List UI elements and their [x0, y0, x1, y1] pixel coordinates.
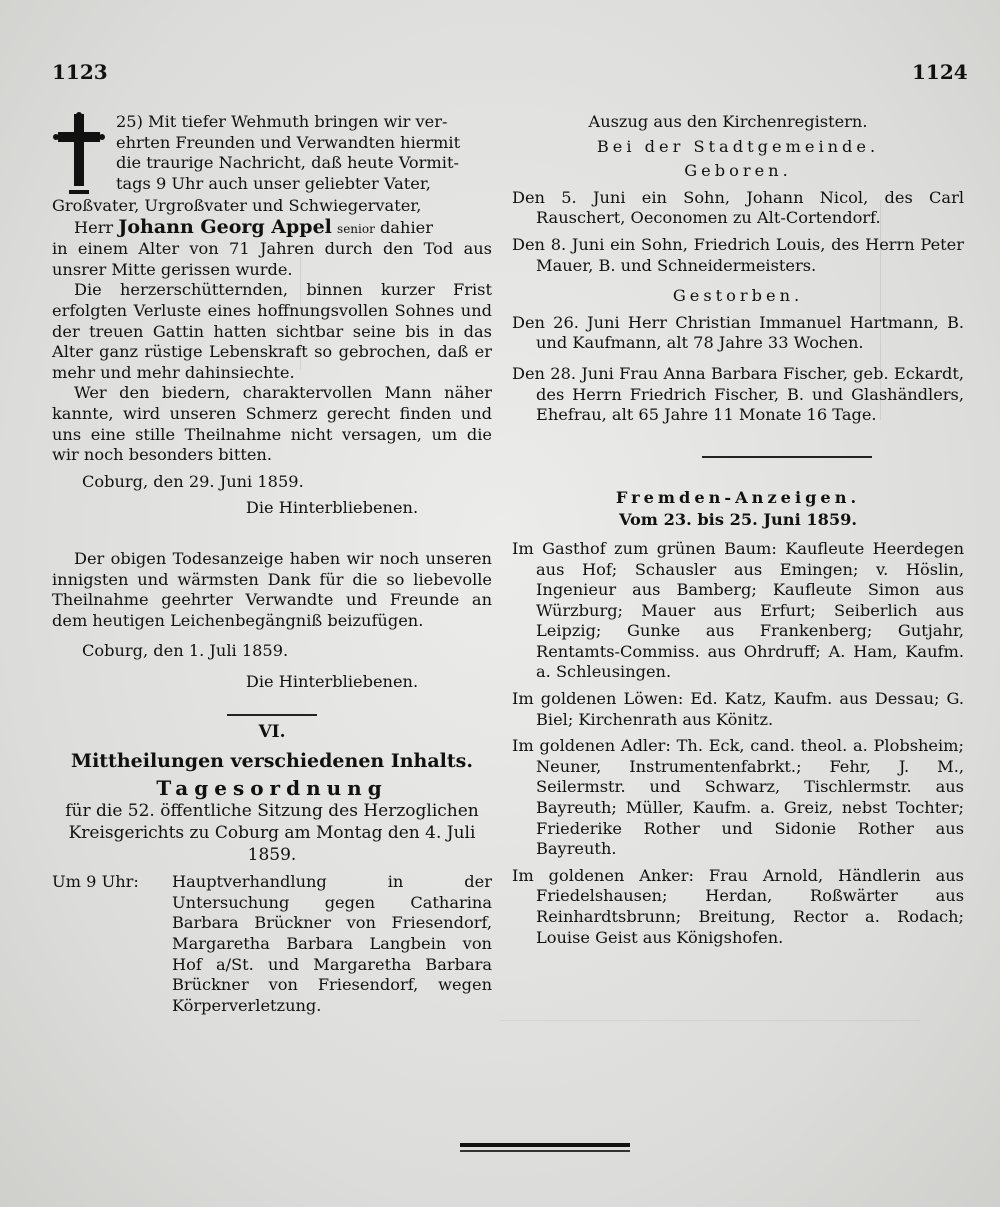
agenda-subtitle: für die 52. öffentliche Sitzung des Herzoglichen Kreisgerichts zu Coburg am Montag den 4. Juli 1859. — [65, 801, 479, 866]
thanks-date: Coburg, den 1. Juli 1859. — [82, 641, 289, 661]
agenda-text: Hauptverhandlung in der Untersuchung gegen Catharina Barbara Brückner von Friesendorf, Margaretha Barbara Langbein von Hof a/St. und Margaretha Barbara Brückner von Friesendorf, wegen Körperverletzung. — [172, 872, 492, 1015]
obituary-line: tags 9 Uhr auch unser geliebter Vater, — [116, 173, 431, 193]
page-number-left: 1123 — [52, 60, 108, 84]
bottom-rule — [460, 1150, 630, 1152]
divider — [702, 456, 872, 458]
deceased-name: Johann Georg Appel — [118, 215, 332, 238]
senior-label: senior — [337, 221, 375, 236]
bottom-rule — [460, 1143, 630, 1147]
agenda-title: Tagesordnung — [156, 775, 388, 800]
obituary-line: 25) Mit tiefer Wehmuth bringen wir ver- — [116, 112, 448, 131]
obituary-name-line — [52, 217, 492, 240]
section-number: VI. — [258, 722, 286, 743]
obituary-signature: Die Hinterbliebenen. — [245, 498, 419, 518]
right-column — [512, 112, 964, 948]
left-column — [52, 112, 492, 1016]
divider — [227, 714, 317, 716]
visitor-entry: Im goldenen Anker: Frau Arnold, Händlerin aus Friedelshausen; Herdan, Roßwärter aus Reinhardtsbrunn; Breitung, Rector a. Rodach; Louise Geist aus Königshofen. — [512, 865, 964, 947]
show-through-texture — [500, 1020, 920, 1141]
obituary-line: ehrten Freunden und Verwandten hiermit — [116, 132, 461, 152]
visitors-heading: Fremden-Anzeigen. — [615, 487, 861, 507]
died-entry: Den 26. Juni Herr Christian Immanuel Hartmann, B. und Kaufmann, alt 78 Jahre 33 Wochen. — [512, 312, 964, 353]
obituary-line: die traurige Nachricht, daß heute Vormit- — [116, 153, 459, 173]
obituary-paragraph: Wer den biedern, charaktervollen Mann näher kannte, wird unseren Schmerz gerecht finden und uns eine stille Theilnahme nicht versagen, um die wir noch besonders bitten. — [52, 383, 492, 465]
obituary-text: in einem Alter von 71 Jahren durch den Tod aus unsrer Mitte gerissen wurde. — [52, 239, 492, 279]
name-suffix: dahier — [380, 217, 433, 237]
page-number-right: 1124 — [912, 60, 968, 84]
section-title: Mittheilungen verschiedenen Inhalts. — [71, 750, 473, 773]
visitor-entry: Im goldenen Adler: Th. Eck, cand. theol. a. Plobsheim; Neuner, Instrumentenfabrkt.; Fehr, J. M., Seilermstr. und Schwarz, Tischlermstr. aus Bayreuth; Müller, Kaufm. a. Greiz, nebst Tochter; Friederike Rother und Sidonie Rother aus Bayreuth. — [512, 736, 964, 859]
born-entry: Den 8. Juni ein Sohn, Friedrich Louis, des Herrn Peter Mauer, B. und Schneidermeisters. — [512, 234, 964, 275]
obituary-paragraph: Die herzerschütternden, binnen kurzer Frist erfolgten Verluste eines hoffnungsvollen Sohnes und der treuen Gattin hatten sichtbar seine bis in das Alter ganz rüstige Lebenskraft so gebrochen, daß er mehr und mehr dahinsiechte. — [52, 280, 492, 382]
cross-icon — [52, 112, 106, 196]
obituary-notice — [52, 112, 492, 519]
thanks-notice — [52, 549, 492, 693]
visitors-period: Vom 23. bis 25. Juni 1859. — [618, 510, 858, 530]
church-register-heading: Auszug aus den Kirchenregistern. — [588, 112, 868, 131]
obituary-date: Coburg, den 29. Juni 1859. — [82, 471, 304, 491]
agenda-item — [52, 872, 492, 1016]
born-entry: Den 5. Juni ein Sohn, Johann Nicol, des Carl Rauschert, Oeconomen zu Alt-Cortendorf. — [512, 187, 964, 228]
visitor-entry: Im goldenen Löwen: Ed. Katz, Kaufm. aus Dessau; G. Biel; Kirchenrath aus Könitz. — [512, 689, 964, 729]
agenda-time: Um 9 Uhr: — [52, 872, 139, 892]
born-heading: Geboren. — [684, 161, 792, 181]
church-register-subheading: Bei der Stadtgemeinde. — [596, 136, 880, 156]
died-entry: Den 28. Juni Frau Anna Barbara Fischer, geb. Eckardt, des Herrn Friedrich Fischer, B. und Glashändlers, Ehefrau, alt 65 Jahre 11 Monate 16 Tage. — [512, 363, 964, 425]
thanks-signature: Die Hinterbliebenen. — [245, 671, 419, 691]
obituary-line: Großvater, Urgroßvater und Schwiegervater, — [52, 196, 422, 215]
thanks-text: Der obigen Todesanzeige haben wir noch unseren innigsten und wärmsten Dank für die so liebevolle Theilnahme geehrter Verwandte und Freunde an dem heutigen Leichenbegängniß beizufügen. — [52, 548, 492, 630]
name-prefix: Herr — [74, 217, 114, 237]
visitor-entry: Im Gasthof zum grünen Baum: Kaufleute Heerdegen aus Hof; Schausler aus Emingen; v. Höslin, Ingenieur aus Bamberg; Kaufleute Simon aus Würzburg; Mauer aus Erfurt; Seiberlich aus Leipzig; Gunke aus Frankenberg; Gutjahr, Rentamts-Commiss. aus Ohrdruff; A. Ham, Kaufm. a. Schleusingen. — [512, 538, 964, 682]
died-heading: Gestorben. — [672, 286, 804, 306]
